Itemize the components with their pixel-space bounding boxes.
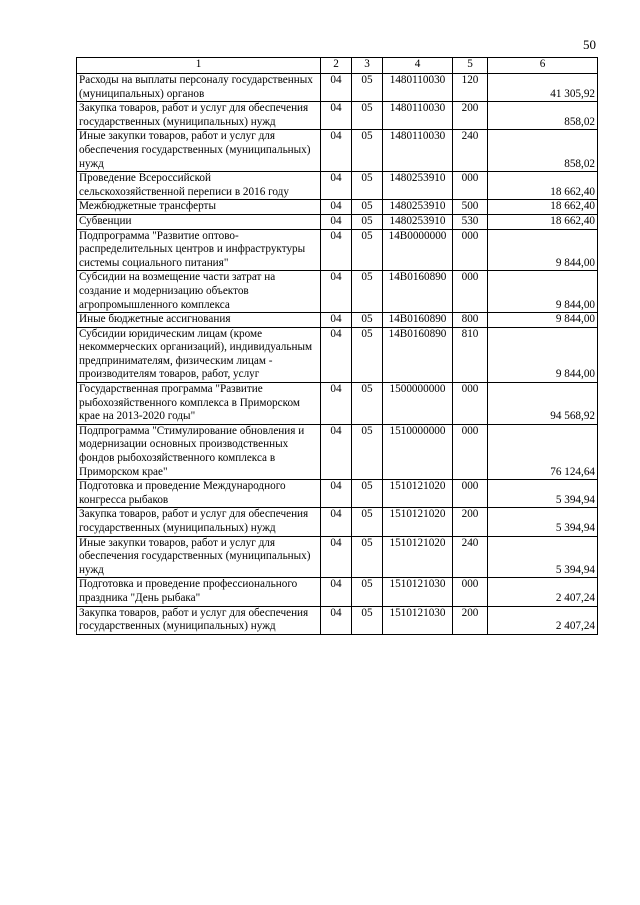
row-subsection-cell: 05 xyxy=(352,102,383,130)
row-expense-type-cell: 240 xyxy=(453,130,488,172)
table-row xyxy=(77,200,598,215)
row-target-code-cell: 14В0000000 xyxy=(383,229,453,271)
row-amount-cell: 9 844,00 xyxy=(488,327,598,382)
row-target-code-cell: 1500000000 xyxy=(383,383,453,425)
row-subsection-cell: 05 xyxy=(352,327,383,382)
row-name-cell: Межбюджетные трансферты xyxy=(77,200,321,215)
row-section-cell: 04 xyxy=(321,424,352,479)
table-row xyxy=(77,229,598,271)
table-row xyxy=(77,536,598,578)
row-name-cell: Подготовка и проведение профессионального праздника "День рыбака" xyxy=(77,578,321,606)
row-amount-cell: 5 394,94 xyxy=(488,480,598,508)
table-row xyxy=(77,480,598,508)
row-subsection-cell: 05 xyxy=(352,578,383,606)
row-section-cell: 04 xyxy=(321,172,352,200)
row-subsection-cell: 05 xyxy=(352,172,383,200)
table-row xyxy=(77,172,598,200)
row-amount-cell: 2 407,24 xyxy=(488,606,598,634)
row-subsection-cell: 05 xyxy=(352,606,383,634)
row-expense-type-cell: 000 xyxy=(453,578,488,606)
row-name-cell: Подпрограмма "Развитие оптово-распределительных центров и инфраструктуры системы социального питания" xyxy=(77,229,321,271)
budget-table xyxy=(76,57,598,635)
row-amount-cell: 858,02 xyxy=(488,130,598,172)
row-target-code-cell: 1480253910 xyxy=(383,214,453,229)
row-target-code-cell: 1480110030 xyxy=(383,74,453,102)
row-subsection-cell: 05 xyxy=(352,480,383,508)
row-section-cell: 04 xyxy=(321,102,352,130)
row-target-code-cell: 1510121020 xyxy=(383,536,453,578)
row-subsection-cell: 05 xyxy=(352,536,383,578)
row-target-code-cell: 1480253910 xyxy=(383,172,453,200)
row-expense-type-cell: 000 xyxy=(453,229,488,271)
row-name-cell: Субсидии на возмещение части затрат на создание и модернизацию объектов агропромышленного комплекса xyxy=(77,271,321,313)
header-col-6: 6 xyxy=(488,58,598,74)
row-target-code-cell: 1510000000 xyxy=(383,424,453,479)
row-section-cell: 04 xyxy=(321,130,352,172)
table-row xyxy=(77,424,598,479)
row-expense-type-cell: 800 xyxy=(453,313,488,328)
row-section-cell: 04 xyxy=(321,383,352,425)
table-row xyxy=(77,606,598,634)
row-section-cell: 04 xyxy=(321,508,352,536)
row-name-cell: Субсидии юридическим лицам (кроме некоммерческих организаций), индивидуальным предпринимателям, физическим лицам - производителям товаров, работ, услуг xyxy=(77,327,321,382)
table-row xyxy=(77,214,598,229)
row-amount-cell: 76 124,64 xyxy=(488,424,598,479)
row-target-code-cell: 14В0160890 xyxy=(383,327,453,382)
header-col-3: 3 xyxy=(352,58,383,74)
row-expense-type-cell: 200 xyxy=(453,102,488,130)
row-amount-cell: 5 394,94 xyxy=(488,508,598,536)
table-row xyxy=(77,508,598,536)
row-subsection-cell: 05 xyxy=(352,383,383,425)
row-expense-type-cell: 120 xyxy=(453,74,488,102)
row-name-cell: Проведение Всероссийской сельскохозяйственной переписи в 2016 году xyxy=(77,172,321,200)
row-amount-cell: 18 662,40 xyxy=(488,214,598,229)
row-amount-cell: 18 662,40 xyxy=(488,200,598,215)
row-section-cell: 04 xyxy=(321,229,352,271)
row-subsection-cell: 05 xyxy=(352,200,383,215)
row-subsection-cell: 05 xyxy=(352,214,383,229)
row-name-cell: Иные бюджетные ассигнования xyxy=(77,313,321,328)
row-name-cell: Государственная программа "Развитие рыбохозяйственного комплекса в Приморском крае на 2013-2020 годы" xyxy=(77,383,321,425)
row-section-cell: 04 xyxy=(321,214,352,229)
row-name-cell: Закупка товаров, работ и услуг для обеспечения государственных (муниципальных) нужд xyxy=(77,508,321,536)
row-section-cell: 04 xyxy=(321,536,352,578)
row-expense-type-cell: 000 xyxy=(453,271,488,313)
row-subsection-cell: 05 xyxy=(352,508,383,536)
row-expense-type-cell: 810 xyxy=(453,327,488,382)
row-subsection-cell: 05 xyxy=(352,74,383,102)
row-name-cell: Субвенции xyxy=(77,214,321,229)
row-amount-cell: 9 844,00 xyxy=(488,313,598,328)
table-row xyxy=(77,130,598,172)
row-target-code-cell: 1480110030 xyxy=(383,130,453,172)
row-expense-type-cell: 240 xyxy=(453,536,488,578)
row-amount-cell: 18 662,40 xyxy=(488,172,598,200)
row-amount-cell: 858,02 xyxy=(488,102,598,130)
row-name-cell: Расходы на выплаты персоналу государственных (муниципальных) органов xyxy=(77,74,321,102)
row-amount-cell: 41 305,92 xyxy=(488,74,598,102)
row-name-cell: Иные закупки товаров, работ и услуг для обеспечения государственных (муниципальных) нужд xyxy=(77,130,321,172)
table-row xyxy=(77,578,598,606)
header-col-4: 4 xyxy=(383,58,453,74)
header-col-2: 2 xyxy=(321,58,352,74)
row-expense-type-cell: 530 xyxy=(453,214,488,229)
row-amount-cell: 9 844,00 xyxy=(488,271,598,313)
row-expense-type-cell: 000 xyxy=(453,172,488,200)
row-name-cell: Подготовка и проведение Международного конгресса рыбаков xyxy=(77,480,321,508)
row-section-cell: 04 xyxy=(321,578,352,606)
row-expense-type-cell: 000 xyxy=(453,383,488,425)
row-amount-cell: 94 568,92 xyxy=(488,383,598,425)
row-expense-type-cell: 500 xyxy=(453,200,488,215)
row-name-cell: Иные закупки товаров, работ и услуг для обеспечения государственных (муниципальных) нужд xyxy=(77,536,321,578)
table-row xyxy=(77,313,598,328)
row-expense-type-cell: 000 xyxy=(453,424,488,479)
row-expense-type-cell: 200 xyxy=(453,508,488,536)
row-section-cell: 04 xyxy=(321,480,352,508)
row-amount-cell: 2 407,24 xyxy=(488,578,598,606)
table-row xyxy=(77,383,598,425)
row-subsection-cell: 05 xyxy=(352,313,383,328)
table-row xyxy=(77,102,598,130)
page-number: 50 xyxy=(583,37,596,52)
row-target-code-cell: 1510121020 xyxy=(383,508,453,536)
row-amount-cell: 9 844,00 xyxy=(488,229,598,271)
row-target-code-cell: 1480253910 xyxy=(383,200,453,215)
row-expense-type-cell: 200 xyxy=(453,606,488,634)
table-row xyxy=(77,327,598,382)
row-section-cell: 04 xyxy=(321,271,352,313)
row-target-code-cell: 1480110030 xyxy=(383,102,453,130)
row-section-cell: 04 xyxy=(321,313,352,328)
row-section-cell: 04 xyxy=(321,327,352,382)
row-section-cell: 04 xyxy=(321,200,352,215)
row-name-cell: Закупка товаров, работ и услуг для обеспечения государственных (муниципальных) нужд xyxy=(77,606,321,634)
table-row xyxy=(77,271,598,313)
header-col-1: 1 xyxy=(77,58,321,74)
row-subsection-cell: 05 xyxy=(352,229,383,271)
table-header-row xyxy=(77,58,598,74)
row-subsection-cell: 05 xyxy=(352,271,383,313)
row-section-cell: 04 xyxy=(321,74,352,102)
row-subsection-cell: 05 xyxy=(352,424,383,479)
row-amount-cell: 5 394,94 xyxy=(488,536,598,578)
row-subsection-cell: 05 xyxy=(352,130,383,172)
row-name-cell: Закупка товаров, работ и услуг для обеспечения государственных (муниципальных) нужд xyxy=(77,102,321,130)
row-name-cell: Подпрограмма "Стимулирование обновления и модернизации основных производственных фондов рыбохозяйственного комплекса в Приморском крае" xyxy=(77,424,321,479)
row-section-cell: 04 xyxy=(321,606,352,634)
header-col-5: 5 xyxy=(453,58,488,74)
row-target-code-cell: 14В0160890 xyxy=(383,271,453,313)
row-target-code-cell: 1510121020 xyxy=(383,480,453,508)
row-target-code-cell: 1510121030 xyxy=(383,578,453,606)
row-target-code-cell: 1510121030 xyxy=(383,606,453,634)
row-target-code-cell: 14В0160890 xyxy=(383,313,453,328)
row-expense-type-cell: 000 xyxy=(453,480,488,508)
table-row xyxy=(77,74,598,102)
